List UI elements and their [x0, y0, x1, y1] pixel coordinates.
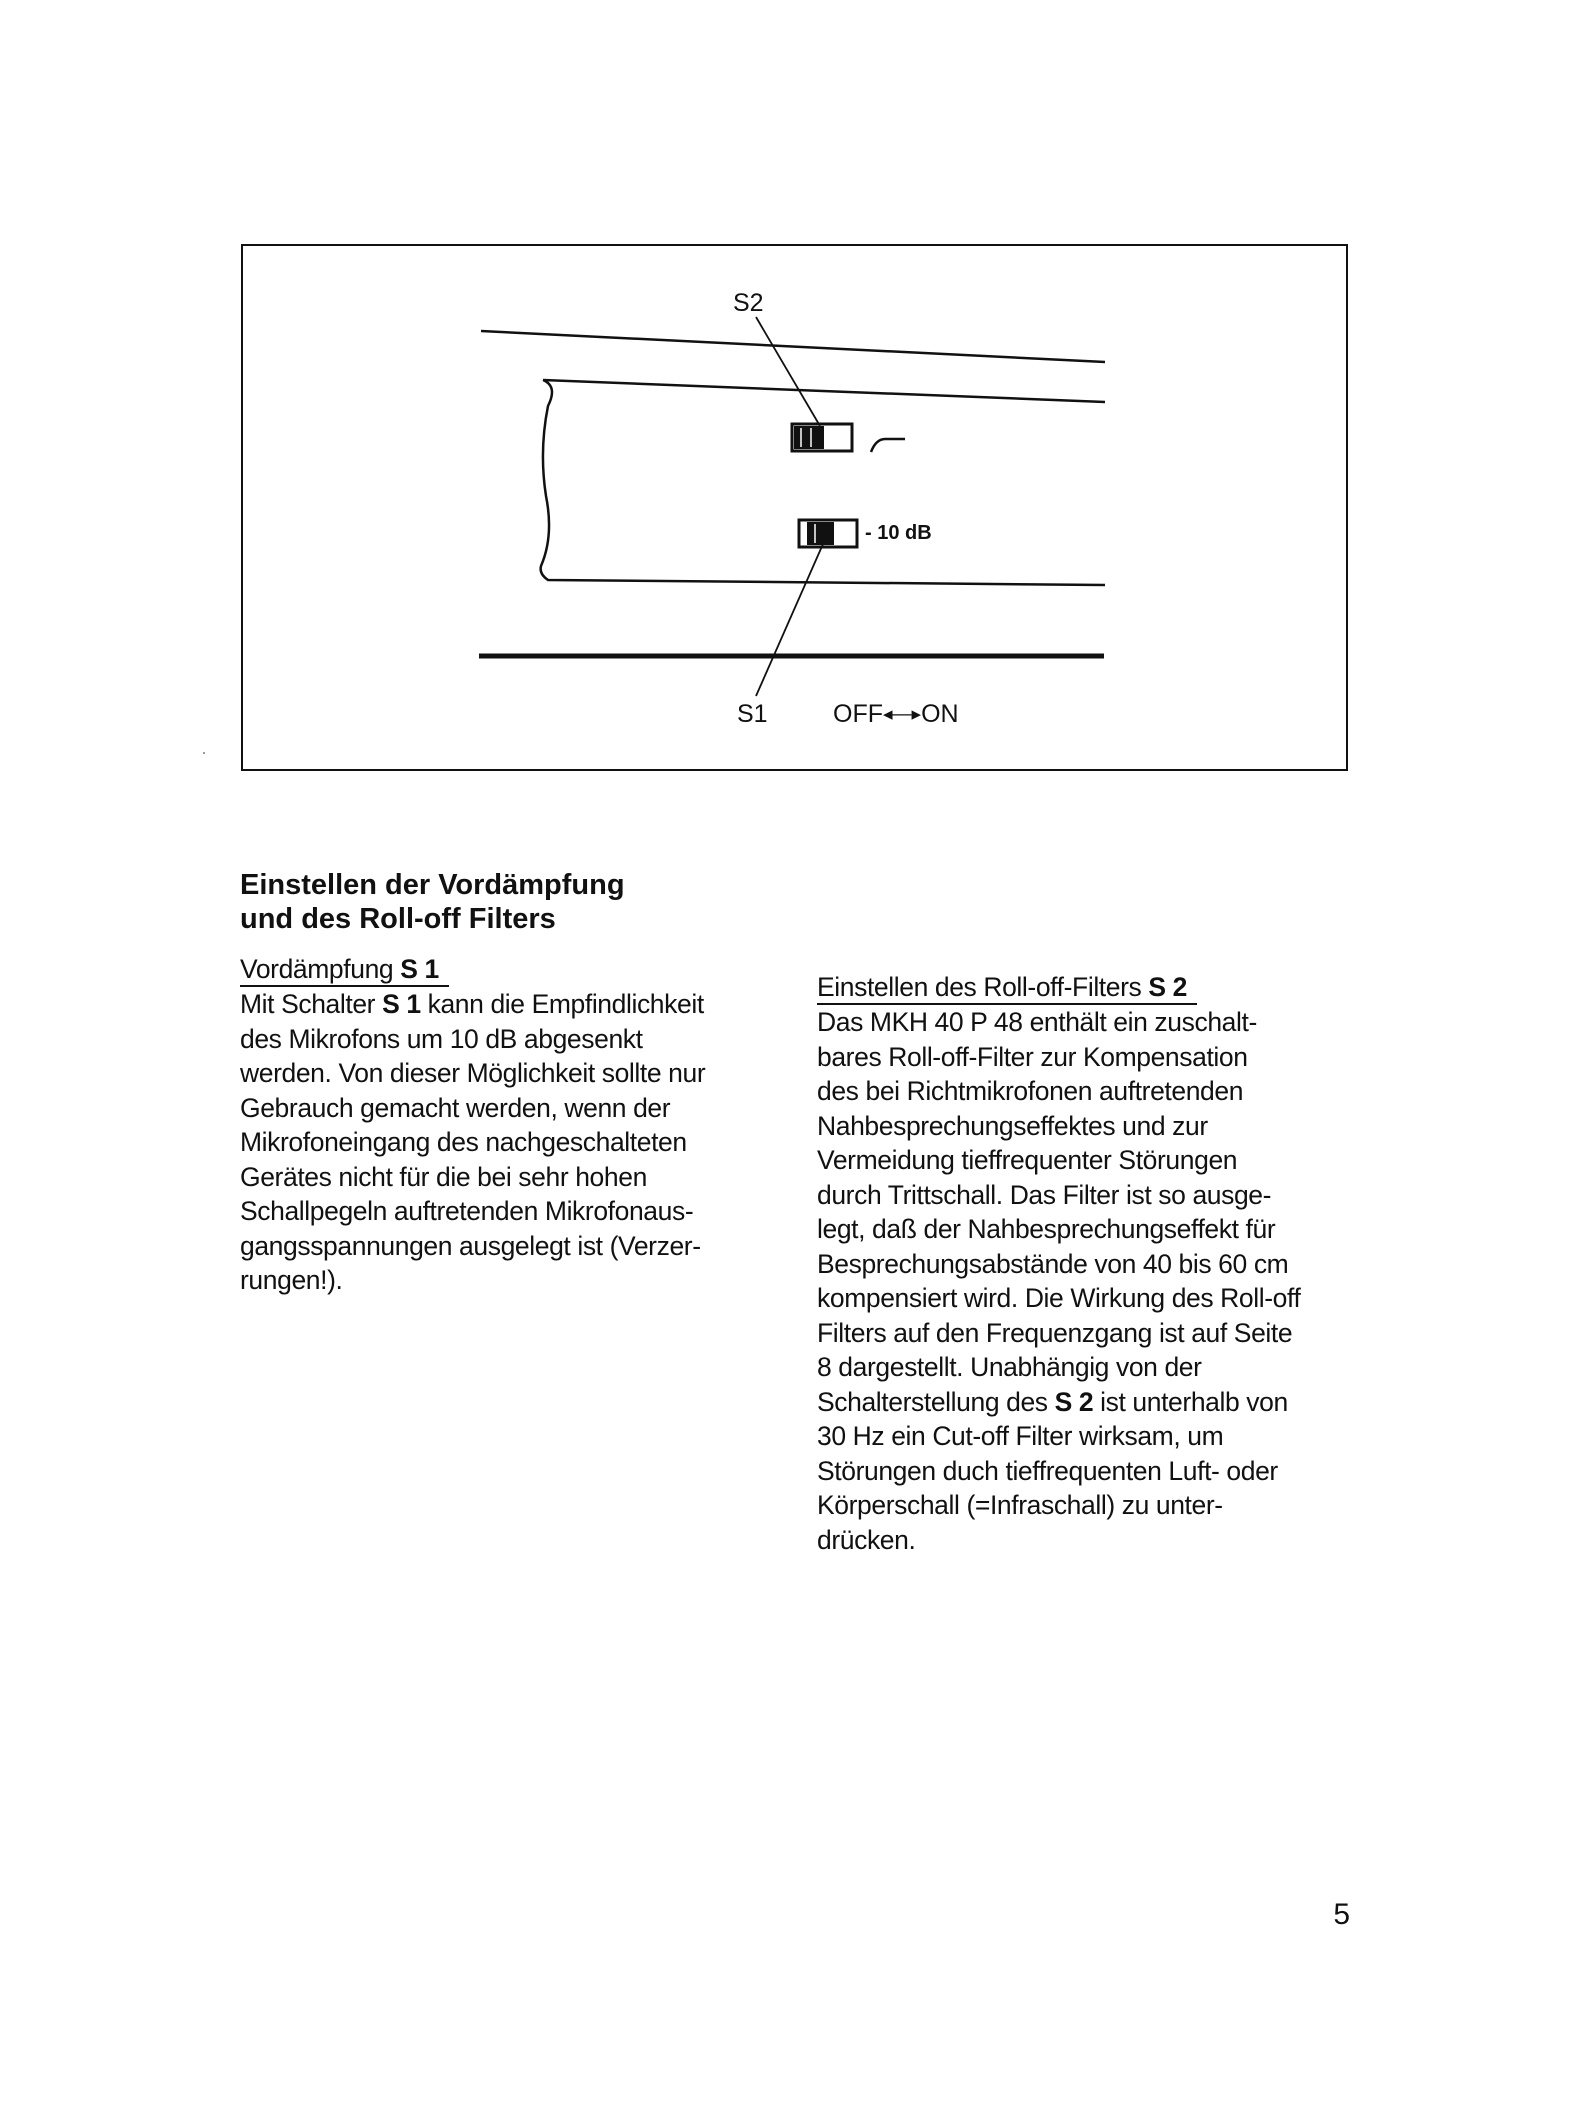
left-column	[240, 952, 780, 1298]
s1-label: S1	[737, 700, 768, 728]
right-line: drücken.	[817, 1524, 916, 1555]
left-line: gangsspannungen ausgelegt ist (Verzer-	[240, 1230, 701, 1261]
left-line: Schallpegeln auftretenden Mikrofonaus-	[240, 1196, 694, 1226]
right-line: Das MKH 40 P 48 enthält ein zuschalt-	[817, 1007, 1257, 1037]
left-line: rungen!).	[240, 1265, 343, 1295]
left-subheading: Vordämpfung S 1	[240, 953, 449, 987]
right-column	[817, 970, 1377, 1557]
off-label: OFF	[833, 700, 883, 728]
right-subheading: Einstellen des Roll-off-Filters S 2	[817, 971, 1197, 1005]
s2-leader-line	[756, 317, 820, 426]
right-line: Besprechungsabstände von 40 bis 60 cm	[817, 1248, 1289, 1279]
left-line: werden. Von dieser Möglichkeit sollte nur	[240, 1058, 706, 1088]
left-line: Gerätes nicht für die bei sehr hohen	[240, 1161, 647, 1192]
right-line: legt, daß der Nahbesprechungseffekt für	[817, 1214, 1276, 1244]
left-line: Gebrauch gemacht werden, wenn der	[240, 1092, 671, 1123]
minus-10db-label: - 10 dB	[865, 522, 932, 544]
right-line: Nahbesprechungseffektes und zur	[817, 1110, 1208, 1141]
right-line: 8 dargestellt. Unabhängig von der	[817, 1352, 1202, 1382]
right-line-s2: Schalterstellung des S 2 ist unterhalb von	[817, 1386, 1288, 1417]
on-label: ON	[921, 700, 959, 728]
heading-line-2: und des Roll-off Filters	[240, 903, 556, 935]
right-line: kompensiert wird. Die Wirkung des Roll-off	[817, 1283, 1301, 1313]
right-line: Störungen duch tieffrequenten Luft- oder	[817, 1455, 1278, 1486]
panel-top-edge	[543, 380, 1105, 402]
right-line: durch Trittschall. Das Filter ist so ausge-	[817, 1179, 1272, 1210]
off-on-legend	[833, 700, 959, 729]
left-line-1: Mit Schalter S 1 kann die Empfindlichkeit	[240, 989, 704, 1019]
microphone-body-drawing	[243, 246, 1350, 773]
right-line: des bei Richtmikrofonen auftretenden	[817, 1076, 1244, 1106]
s2-label: S2	[733, 289, 764, 317]
right-line: Filters auf den Frequenzgang ist auf Seite	[817, 1317, 1293, 1348]
heading-line-1: Einstellen der Vordämpfung	[240, 869, 625, 901]
body-top-edge	[481, 331, 1105, 362]
right-line: Vermeidung tieffrequenter Störungen	[817, 1145, 1238, 1175]
section-heading	[240, 868, 760, 936]
left-line: des Mikrofons um 10 dB abgesenkt	[240, 1023, 643, 1054]
s2-switch-icon	[792, 424, 852, 451]
s1-leader-line	[756, 544, 823, 696]
scan-speck	[203, 752, 205, 754]
switch-diagram	[241, 244, 1348, 771]
right-line: 30 Hz ein Cut-off Filter wirksam, um	[817, 1421, 1224, 1451]
panel-outline	[541, 380, 1105, 585]
page-number: 5	[1333, 1898, 1350, 1931]
rolloff-curve-icon	[871, 439, 905, 452]
double-arrow-icon: ◂—▸	[883, 704, 922, 725]
right-line: bares Roll-off-Filter zur Kompensation	[817, 1041, 1248, 1072]
s1-switch-icon	[799, 520, 857, 547]
left-line: Mikrofoneingang des nachgeschalteten	[240, 1127, 687, 1157]
right-line: Körperschall (=Infraschall) zu unter-	[817, 1490, 1223, 1520]
